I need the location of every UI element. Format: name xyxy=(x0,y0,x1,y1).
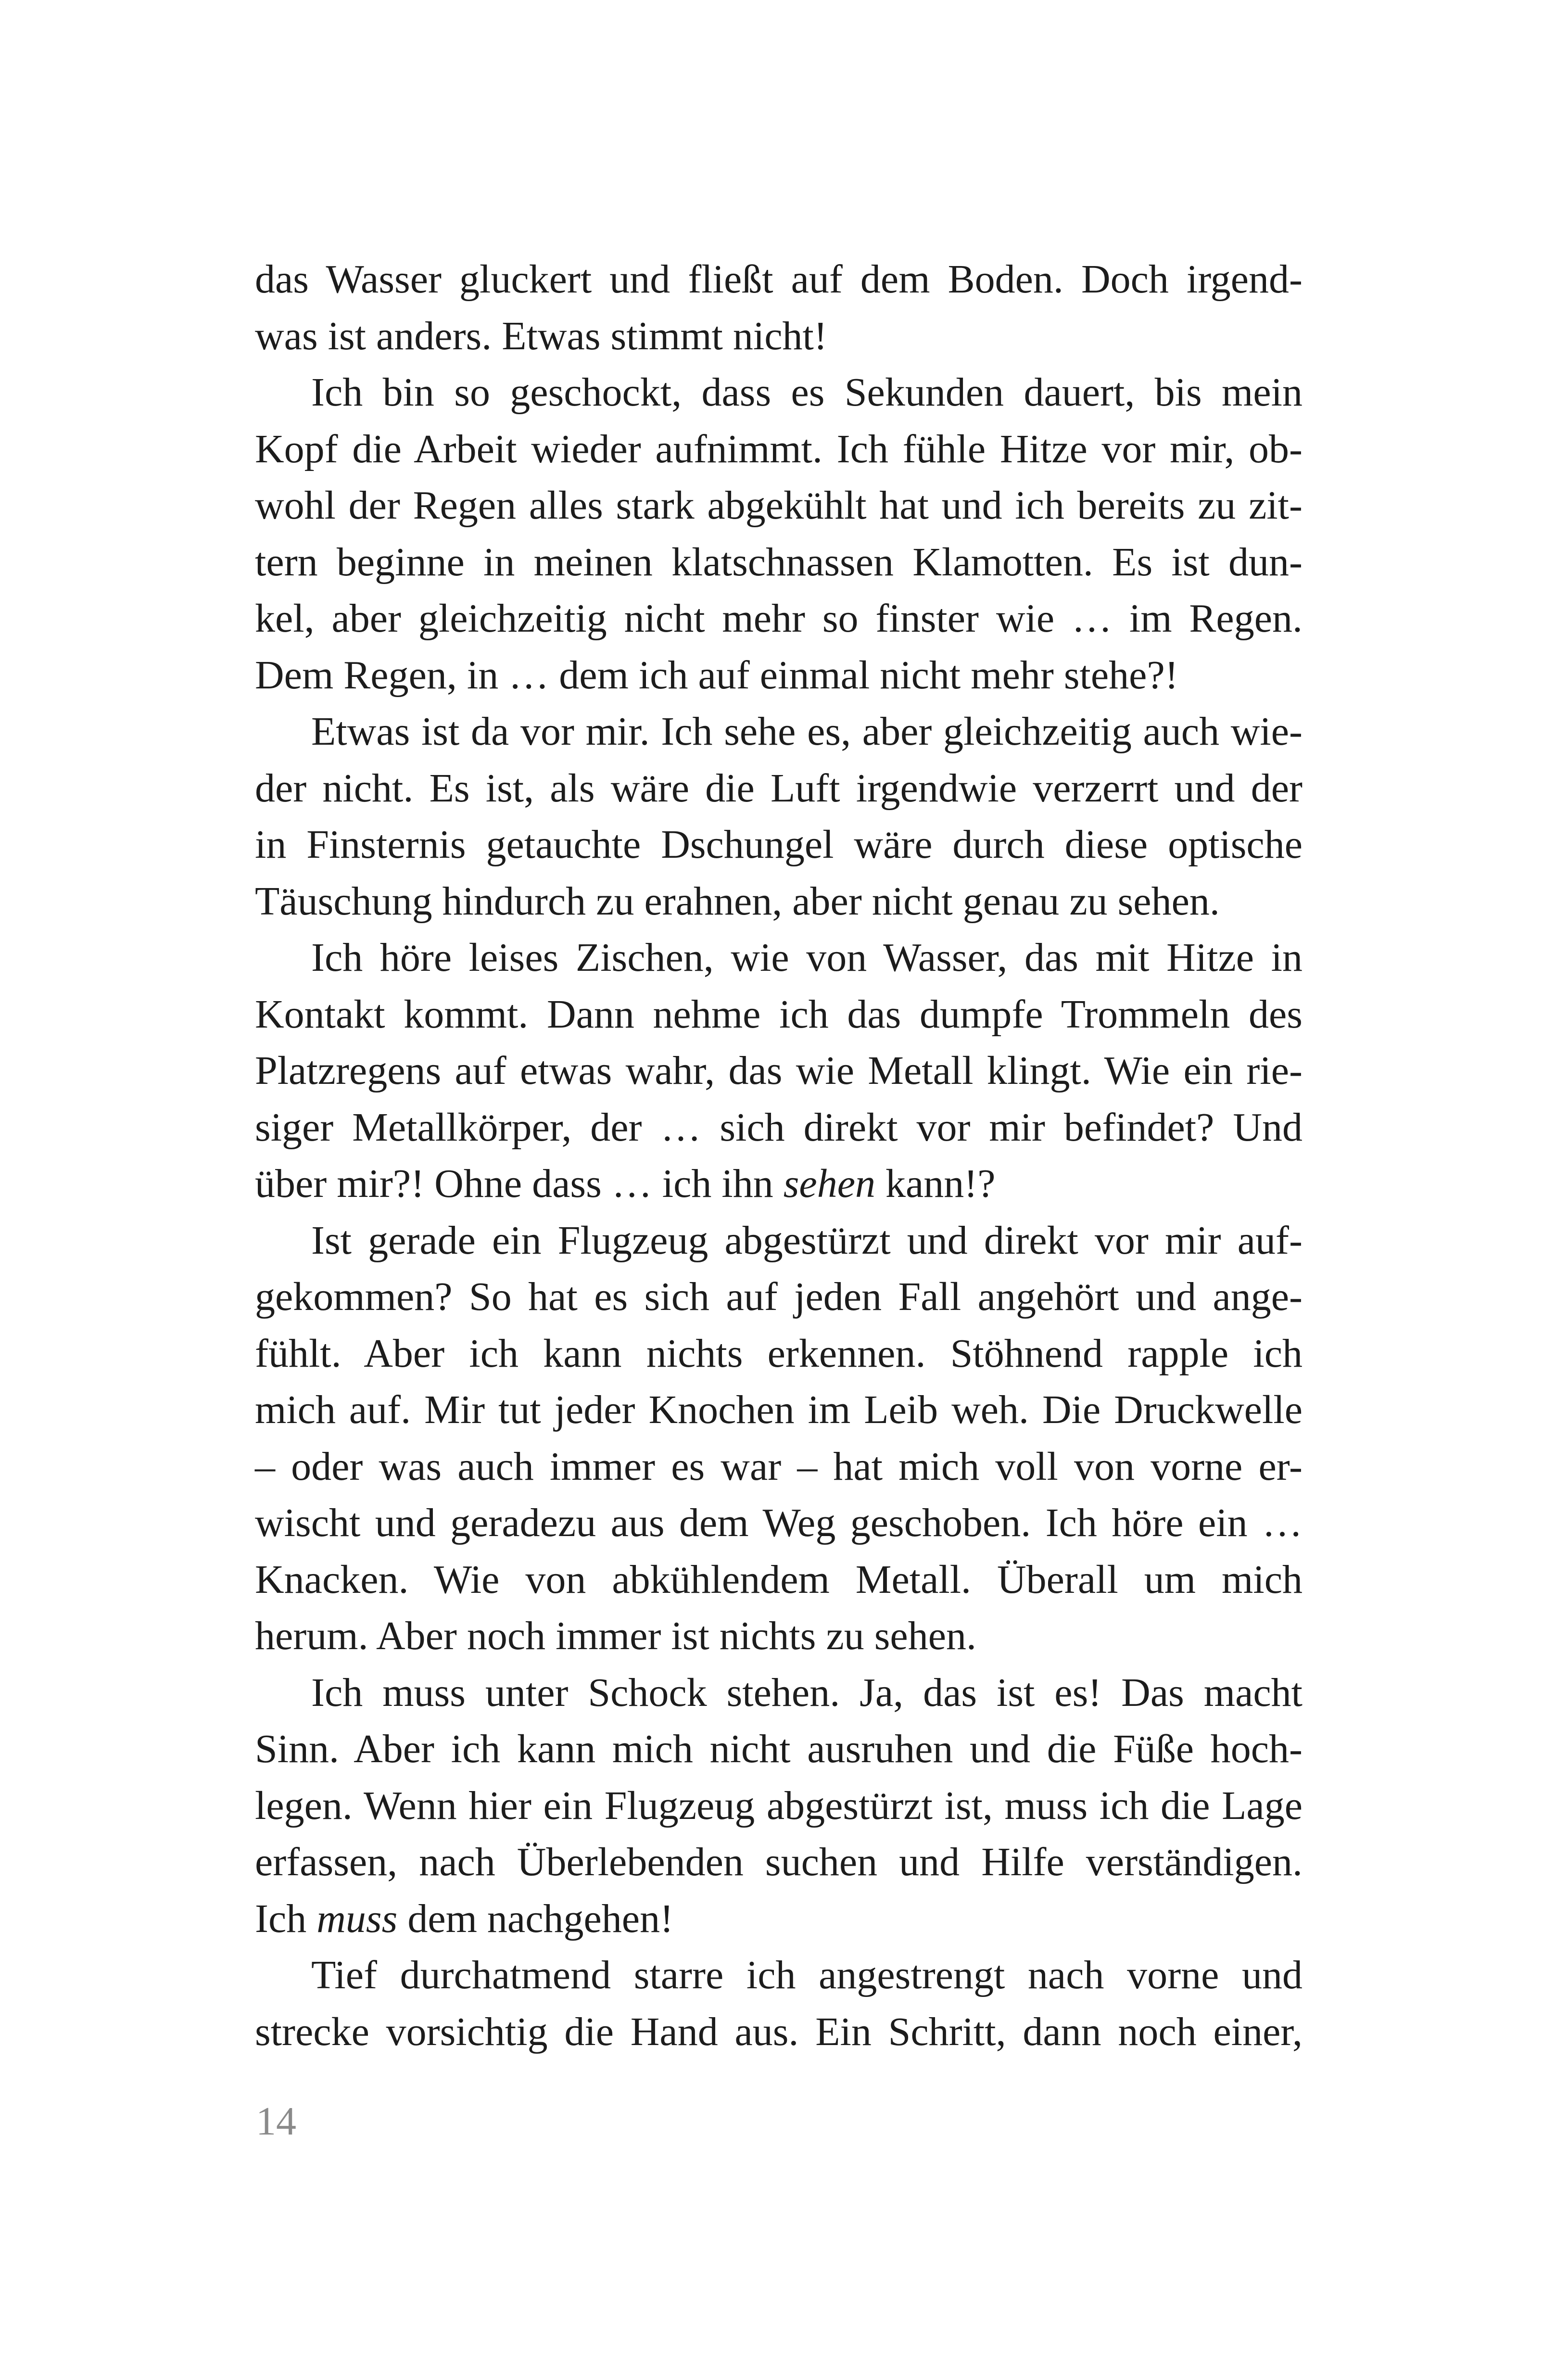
text-segment: über mir?! Ohne dass … ich ihn xyxy=(255,1161,784,1206)
body-text xyxy=(255,251,1302,2060)
text-line: Ich muss unter Schock stehen. Ja, das ist es! Das macht xyxy=(311,1670,1302,1715)
text-line: Platzregens auf etwas wahr, das wie Metall klingt. Wie ein rie- xyxy=(255,1048,1302,1093)
page-number: 14 xyxy=(256,2099,296,2144)
text-line: Etwas ist da vor mir. Ich sehe es, aber gleichzeitig auch wie- xyxy=(311,709,1302,754)
text-segment: Ich xyxy=(255,1896,317,1941)
emphasized-word: muss xyxy=(316,1896,398,1941)
text-line: Kopf die Arbeit wieder aufnimmt. Ich fühle Hitze vor mir, ob- xyxy=(255,426,1302,471)
text-line: gekommen? So hat es sich auf jeden Fall angehört und ange- xyxy=(255,1274,1302,1319)
text-line: legen. Wenn hier ein Flugzeug abgestürzt ist, muss ich die Lage xyxy=(255,1783,1302,1828)
text-segment: kann!? xyxy=(875,1161,996,1206)
text-line: Ich höre leises Zischen, wie von Wasser, das mit Hitze in xyxy=(311,935,1302,980)
text-line: Täuschung hindurch zu erahnen, aber nicht genau zu sehen. xyxy=(255,878,1220,924)
text-line: Dem Regen, in … dem ich auf einmal nicht mehr stehe?! xyxy=(255,652,1178,698)
text-line: in Finsternis getauchte Dschungel wäre durch diese optische xyxy=(255,822,1302,867)
text-line: Sinn. Aber ich kann mich nicht ausruhen und die Füße hoch- xyxy=(255,1727,1302,1771)
text-line: Knacken. Wie von abkühlendem Metall. Überall um mich xyxy=(255,1557,1302,1602)
text-line xyxy=(255,1156,1302,1212)
emphasized-word: sehen xyxy=(783,1161,875,1206)
text-line: – oder was auch immer es war – hat mich voll von vorne er- xyxy=(255,1444,1302,1489)
text-line: Kontakt kommt. Dann nehme ich das dumpfe Trommeln des xyxy=(255,991,1302,1037)
text-line: Ist gerade ein Flugzeug abgestürzt und direkt vor mir auf- xyxy=(311,1218,1302,1263)
text-line xyxy=(255,1891,1302,1947)
text-line: wischt und geradezu aus dem Weg geschoben. Ich höre ein … xyxy=(255,1500,1302,1545)
text-line: wohl der Regen alles stark abgekühlt hat und ich bereits zu zit- xyxy=(255,483,1302,528)
text-line: erfassen, nach Überlebenden suchen und Hilfe verständigen. xyxy=(255,1840,1302,1884)
text-line: der nicht. Es ist, als wäre die Luft irgendwie verzerrt und der xyxy=(255,765,1302,811)
text-line: kel, aber gleichzeitig nicht mehr so finster wie … im Regen. xyxy=(255,596,1302,641)
text-line: Ich bin so geschockt, dass es Sekunden dauert, bis mein xyxy=(311,370,1302,415)
text-line: mich auf. Mir tut jeder Knochen im Leib weh. Die Druckwelle xyxy=(255,1387,1302,1432)
text-line: das Wasser gluckert und fließt auf dem Boden. Doch irgend- xyxy=(255,257,1302,302)
text-line: was ist anders. Etwas stimmt nicht! xyxy=(255,313,827,358)
text-line: fühlt. Aber ich kann nichts erkennen. Stöhnend rapple ich xyxy=(255,1331,1302,1376)
text-line: siger Metallkörper, der … sich direkt vor mir befindet? Und xyxy=(255,1105,1302,1150)
text-line: Tief durchatmend starre ich angestrengt nach vorne und xyxy=(311,1953,1302,1997)
text-line: herum. Aber noch immer ist nichts zu sehen. xyxy=(255,1614,976,1658)
text-line: strecke vorsichtig die Hand aus. Ein Schritt, dann noch einer, xyxy=(255,2009,1302,2054)
text-line: tern beginne in meinen klatschnassen Klamotten. Es ist dun- xyxy=(255,539,1302,585)
text-segment: dem nachgehen! xyxy=(397,1896,674,1941)
